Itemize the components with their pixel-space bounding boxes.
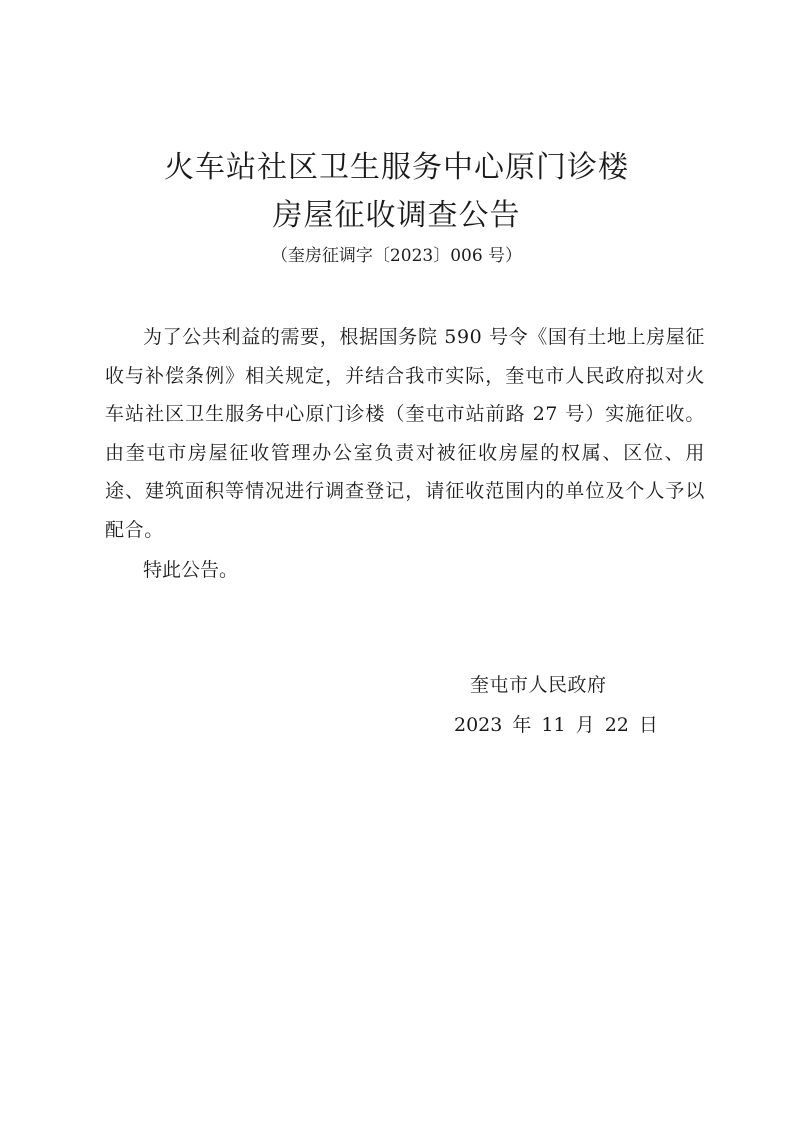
- closing-statement: 特此公告。: [143, 559, 239, 581]
- document-body: [105, 318, 705, 549]
- issuer-signature: 奎屯市人民政府: [470, 674, 607, 696]
- document-number: （奎房征调字〔2023〕006 号）: [270, 246, 523, 266]
- issue-date: 2023 年 11 月 22 日: [454, 714, 658, 736]
- document-title-line-1: 火车站社区卫生服务中心原门诊楼: [164, 150, 629, 185]
- document-title-line-2: 房屋征收调查公告: [272, 198, 521, 233]
- body-paragraph: 为了公共利益的需要，根据国务院 590 号令《国有土地上房屋征收与补偿条例》相关规定，并结合我市实际，奎屯市人民政府拟对火车站社区卫生服务中心原门诊楼（奎屯市站前路 27 号）实施征收。由奎屯市房屋征收管理办公室负责对被征收房屋的权属、区位、用途、建筑面积等情况进行调查登记，请征收范围内的单位及个人予以配合。: [105, 326, 705, 541]
